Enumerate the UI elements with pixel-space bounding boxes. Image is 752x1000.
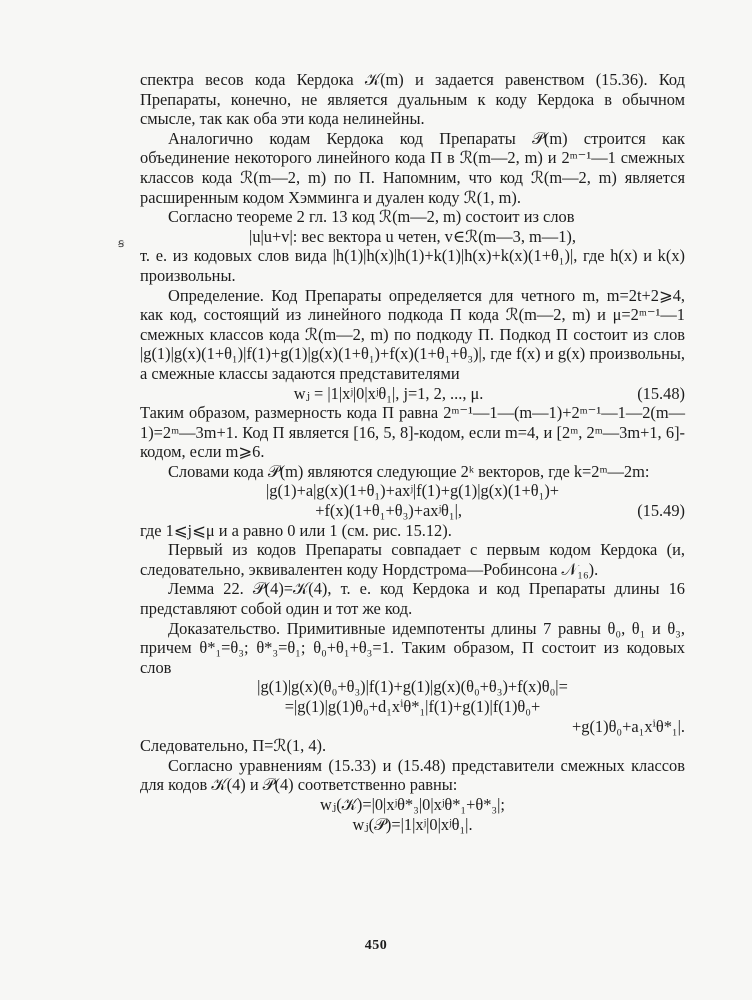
display-formula: |u|u+v|: вес вектора u четен, v∈ℛ(m—3, m—1),	[249, 226, 576, 246]
display-formula: wⱼ(𝒦)=|0|xʲθ*₃|0|xʲθ*₁+θ*₃|;	[320, 794, 505, 814]
numbered-equation	[140, 384, 685, 404]
paragraph: Доказательство. Примитивные идемпотенты длины 7 равны θ₀, θ₁ и θ₃, причем θ*₁=θ₃; θ*₃=θ₁; θ₀+θ₁+θ₃=1. Таким образом, Π состоит из кодовых слов	[140, 618, 685, 677]
paragraph: Следовательно, Π=ℛ(1, 4).	[140, 736, 327, 756]
display-formula: wⱼ(𝒫)=|1|xʲ|0|xʲθ₁|.	[352, 814, 473, 834]
equation-body: +f(x)(1+θ₁+θ₃)+axʲθ₁|,	[315, 501, 462, 521]
equation-number: (15.49)	[637, 501, 685, 521]
paragraph: Таким образом, размерность кода Π равна 2ᵐ⁻¹—1—(m—1)+2ᵐ⁻¹—1—2(m—1)=2ᵐ—3m+1. Код Π является [16, 5, 8]-кодом, если m=4, и [2ᵐ, 2ᵐ—3m+1, 6]-кодом, если m⩾6.	[140, 403, 685, 462]
paragraph: Первый из кодов Препараты совпадает с первым кодом Кердока (и, следовательно, эквивалентен коду Нордстрома—Робинсона 𝒩₁₆).	[140, 540, 685, 579]
display-formula: |g(1)+a|g(x)(1+θ₁)+axʲ|f(1)+g(1)|g(x)(1+θ₁)+	[265, 481, 560, 501]
paragraph: Определение. Код Препараты определяется для четного m, m=2t+2⩾4, как код, состоящий из линейного подкода Π кода ℛ(m—2, m) и μ=2ᵐ⁻¹—1 смежных классов кода ℛ(m—2, m) по подкоду Π. Подкод Π состоит из слов |g(1)|g(x)(1+θ₁)|f(1)+g(1)|g(x)(1+θ₁)+f(x)(1+θ₁+θ₃)|, где f(x) и g(x) произвольны, а смежные классы задаются представителями	[140, 285, 685, 383]
paragraph: где 1⩽j⩽μ и a равно 0 или 1 (см. рис. 15.12).	[140, 520, 452, 540]
paragraph: Словами кода 𝒫(m) являются следующие 2ᵏ векторов, где k=2ᵐ—2m:	[168, 461, 650, 481]
margin-mark: ꞩ	[118, 236, 125, 250]
paragraph: т. е. из кодовых слов вида |h(1)|h(x)|h(1)+k(1)|h(x)+k(x)(1+θ₁)|, где h(x) и k(x) произвольны.	[140, 246, 685, 285]
page-text	[140, 70, 685, 834]
equation-body: wⱼ = |1|xʲ|0|xʲθ₁|, j=1, 2, ..., μ.	[293, 383, 484, 403]
paragraph: Согласно уравнениям (15.33) и (15.48) представители смежных классов для кодов 𝒦(4) и 𝒫(4) соответственно равны:	[140, 755, 685, 795]
numbered-equation	[140, 501, 685, 521]
equation-number: (15.48)	[637, 383, 685, 403]
display-formula: |g(1)|g(x)(θ₀+θ₃)|f(1)+g(1)|g(x)(θ₀+θ₃)+f(x)θ₀|=	[257, 677, 568, 697]
display-formula: +g(1)θ₀+a₁xⁱθ*₁|.	[572, 716, 685, 736]
paragraph: Лемма 22. 𝒫(4)=𝒦(4), т. е. код Кердока и код Препараты длины 16 представляют собой один и тот же код.	[140, 579, 685, 619]
paragraph: спектра весов кода Кердока 𝒦(m) и задается равенством (15.36). Код Препараты, конечно, не является дуальным к коду Кердока в обычном смысле, так как оба эти кода нелинейны.	[140, 70, 685, 129]
paragraph: Аналогично кодам Кердока код Препараты 𝒫(m) строится как объединение некоторого линейного кода Π в ℛ(m—2, m) и 2ᵐ⁻¹—1 смежных классов кода ℛ(m—2, m) по Π. Напомним, что код ℛ(m—2, m) является расширенным кодом Хэмминга и дуален коду ℛ(1, m).	[140, 128, 685, 207]
paragraph: Согласно теореме 2 гл. 13 код ℛ(m—2, m) состоит из слов	[168, 207, 575, 227]
page-number: 450	[364, 938, 388, 953]
display-formula: =|g(1)|g(1)θ₀+d₁xⁱθ*₁|f(1)+g(1)|f(1)θ₀+	[284, 697, 541, 716]
